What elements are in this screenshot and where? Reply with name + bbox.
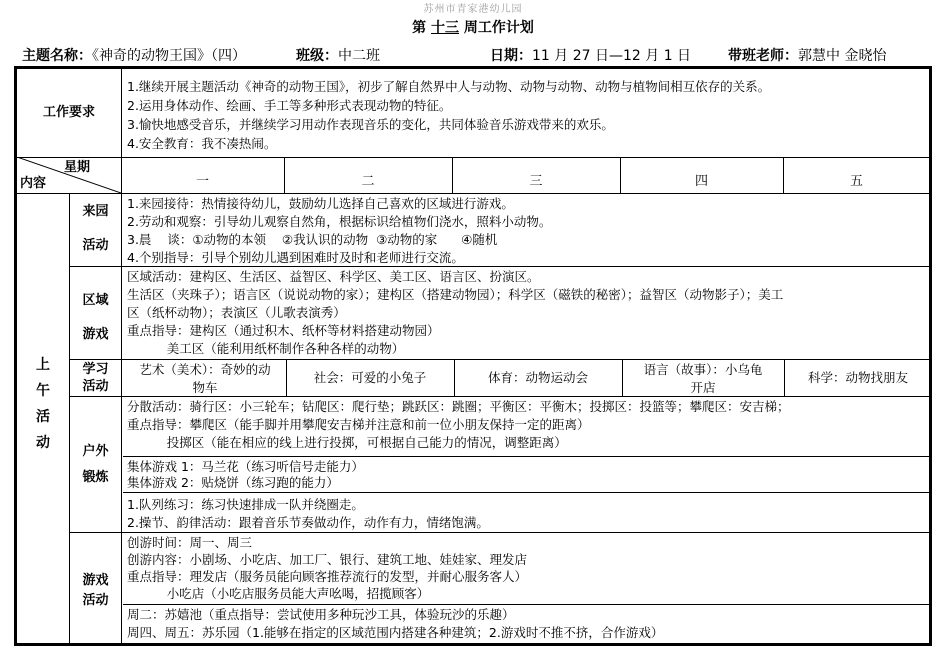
game-line: 创游时间：周一、周三: [127, 535, 253, 550]
row-divider: [123, 604, 930, 605]
work-req-line: 3.愉快地感受音乐，并继续学习用动作表现音乐的变化，共同体验音乐游戏带来的欢乐。: [127, 117, 614, 132]
arrival-line: 4.个别指导：引导个别幼儿遇到困难时及时和老师进行交流。: [127, 250, 464, 265]
outdoor-line: 重点指导：攀爬区（能手脚并用攀爬安吉梯并注意和前一位小朋友保持一定的距离）: [127, 417, 590, 432]
area-line: 区域活动：建构区、生活区、益智区、科学区、美工区、语言区、扮演区。: [127, 269, 540, 284]
week-number: 十三: [431, 20, 459, 36]
row-divider: [123, 456, 930, 457]
morning-char: 动: [36, 435, 50, 451]
row-divider: [17, 157, 930, 158]
arrival-line: 2.劳动和观察：引导幼儿观察自然角，根据标识给植物们浇水，照料小动物。: [127, 214, 552, 229]
outdoor-line: 分散活动：骑行区：小三轮车；钻爬区：爬行垫；跳跃区：跳圈；平衡区：平衡木；投掷区：投篮等；攀爬区：安吉梯；: [127, 399, 790, 414]
outdoor-line: 1.队列练习：练习快速排成一队并绕圈走。: [127, 497, 364, 512]
class-label: 班级：: [296, 48, 338, 64]
study-item-4: [624, 361, 782, 396]
outdoor-label-line: 户外: [82, 444, 109, 459]
row-divider: [70, 359, 930, 360]
class-meta: [296, 45, 380, 65]
work-req-line: 4.安全教育：我不凑热闹。: [127, 136, 277, 151]
title-prefix: 第: [412, 20, 427, 36]
row-divider: [70, 532, 930, 533]
area-line: 美工区（能利用纸杯制作各种各样的动物）: [127, 341, 405, 356]
day-thursday: 四: [694, 174, 708, 189]
game-label: [70, 571, 121, 611]
title-suffix: 周工作计划: [463, 20, 534, 36]
day-monday: 一: [195, 174, 209, 189]
arrival-label-line: 活动: [82, 238, 109, 253]
theme-meta: [22, 45, 246, 65]
col-divider: [121, 68, 122, 644]
row-divider: [70, 396, 930, 397]
study-label-line: 学习: [82, 362, 109, 377]
content-header-label: 内容: [20, 176, 47, 191]
area-label-line: 游戏: [82, 327, 109, 342]
study-item-line: 物车: [192, 379, 218, 395]
day-tuesday: 二: [361, 174, 375, 189]
school-header: 苏州市青家港幼儿园: [423, 4, 523, 15]
study-item-line: 艺术（美术）：奇妙的动: [139, 362, 271, 377]
morning-char: 活: [36, 409, 50, 425]
study-item-2: 社会：可爱的小兔子: [313, 370, 427, 385]
col-divider: [622, 359, 623, 396]
game-label-line: 活动: [82, 593, 109, 608]
class-value: 中二班: [338, 48, 380, 64]
morning-char: 上: [36, 357, 50, 373]
outdoor-line: 2.操节、韵律活动：跟着音乐节奏做动作，动作有力，情绪饱满。: [127, 515, 489, 530]
outdoor-line: 集体游戏 2：贴烧饼（练习跑的能力）: [127, 475, 339, 490]
arrival-line: 3.晨 谈：①动物的本领 ②我认识的动物 ③动物的家 ④随机: [127, 232, 498, 247]
theme-label: 主题名称：: [22, 48, 92, 64]
area-line: 区（纸杯动物）；表演区（儿歌表演秀）: [127, 305, 346, 320]
study-label: [70, 361, 121, 395]
game-line: 重点指导：理发店（服务员能向顾客推荐流行的发型，并耐心服务客人）: [127, 569, 528, 584]
game-line: 小吃店（小吃店服务员能大声吆喝，招揽顾客）: [127, 586, 430, 601]
study-item-line: 语言（故事）：小乌龟: [643, 362, 763, 377]
game-line: 周二：苏嬉池（重点指导：尝试使用多种玩沙工具，体验玩沙的乐趣）: [127, 607, 515, 622]
study-item-line: 开店: [690, 379, 716, 395]
date-meta: [490, 45, 691, 65]
row-divider: [123, 492, 930, 493]
game-label-line: 游戏: [82, 573, 109, 588]
game-line: 创游内容：小剧场、小吃店、加工厂、银行、建筑工地、娃娃家、理发店: [127, 552, 528, 567]
outdoor-label: [70, 439, 121, 491]
morning-char: 午: [36, 383, 50, 399]
outdoor-line: 集体游戏 1：马兰花（练习听信号走能力）: [127, 459, 364, 474]
day-wednesday: 三: [529, 174, 543, 189]
col-divider: [784, 359, 785, 396]
theme-value: 《神奇的动物王国》（四）: [92, 48, 246, 64]
area-line: 重点指导：建构区（通过积木、纸杯等材料搭建动物园）: [127, 323, 440, 338]
study-item-1: [127, 361, 283, 396]
study-item-3: 体育：动物运动会: [487, 370, 588, 385]
work-req-line: 1.继续开展主题活动《神奇的动物王国》，初步了解自然界中人与动物、动物与动物、动物与植物间相互依存的关系。: [127, 79, 771, 94]
date-label: 日期：: [490, 48, 532, 64]
page-title: [0, 17, 946, 37]
arrival-label: [70, 195, 121, 263]
day-friday: 五: [849, 174, 863, 189]
week-header-label: 星期: [64, 160, 91, 175]
teacher-label: 带班老师：: [728, 48, 798, 64]
arrival-line: 1.来园接待：热情接待幼儿，鼓励幼儿选择自己喜欢的区域进行游戏。: [127, 196, 514, 211]
game-line: 周四、周五：苏乐园（1.能够在指定的区域范围内搭建各种建筑；2.游戏时不推不挤，合作游戏）: [127, 625, 664, 640]
work-req-label: 工作要求: [42, 105, 95, 120]
study-item-5: 科学：动物找朋友: [807, 370, 908, 385]
teacher-value: 郭慧中 金晓怡: [798, 48, 887, 64]
work-req-line: 2.运用身体动作、绘画、手工等多种形式表现动物的特征。: [127, 98, 452, 113]
outdoor-line: 投掷区（能在相应的线上进行投掷，可根据自己能力的情况，调整距离）: [127, 435, 567, 450]
row-divider: [17, 193, 930, 194]
study-label-line: 活动: [82, 379, 109, 394]
outdoor-label-line: 锻炼: [82, 470, 109, 485]
area-label: [70, 284, 121, 352]
teacher-meta: [728, 45, 886, 65]
morning-activities-label: [17, 352, 69, 456]
arrival-label-line: 来园: [82, 204, 109, 219]
date-value: 11 月 27 日—12 月 1 日: [532, 48, 692, 64]
area-line: 生活区（夹珠子）；语言区（说说动物的家）；建构区（搭建动物园）；科学区（磁铁的秘密）；益智区（动物影子）；美工: [127, 287, 784, 302]
area-label-line: 区域: [82, 293, 109, 308]
